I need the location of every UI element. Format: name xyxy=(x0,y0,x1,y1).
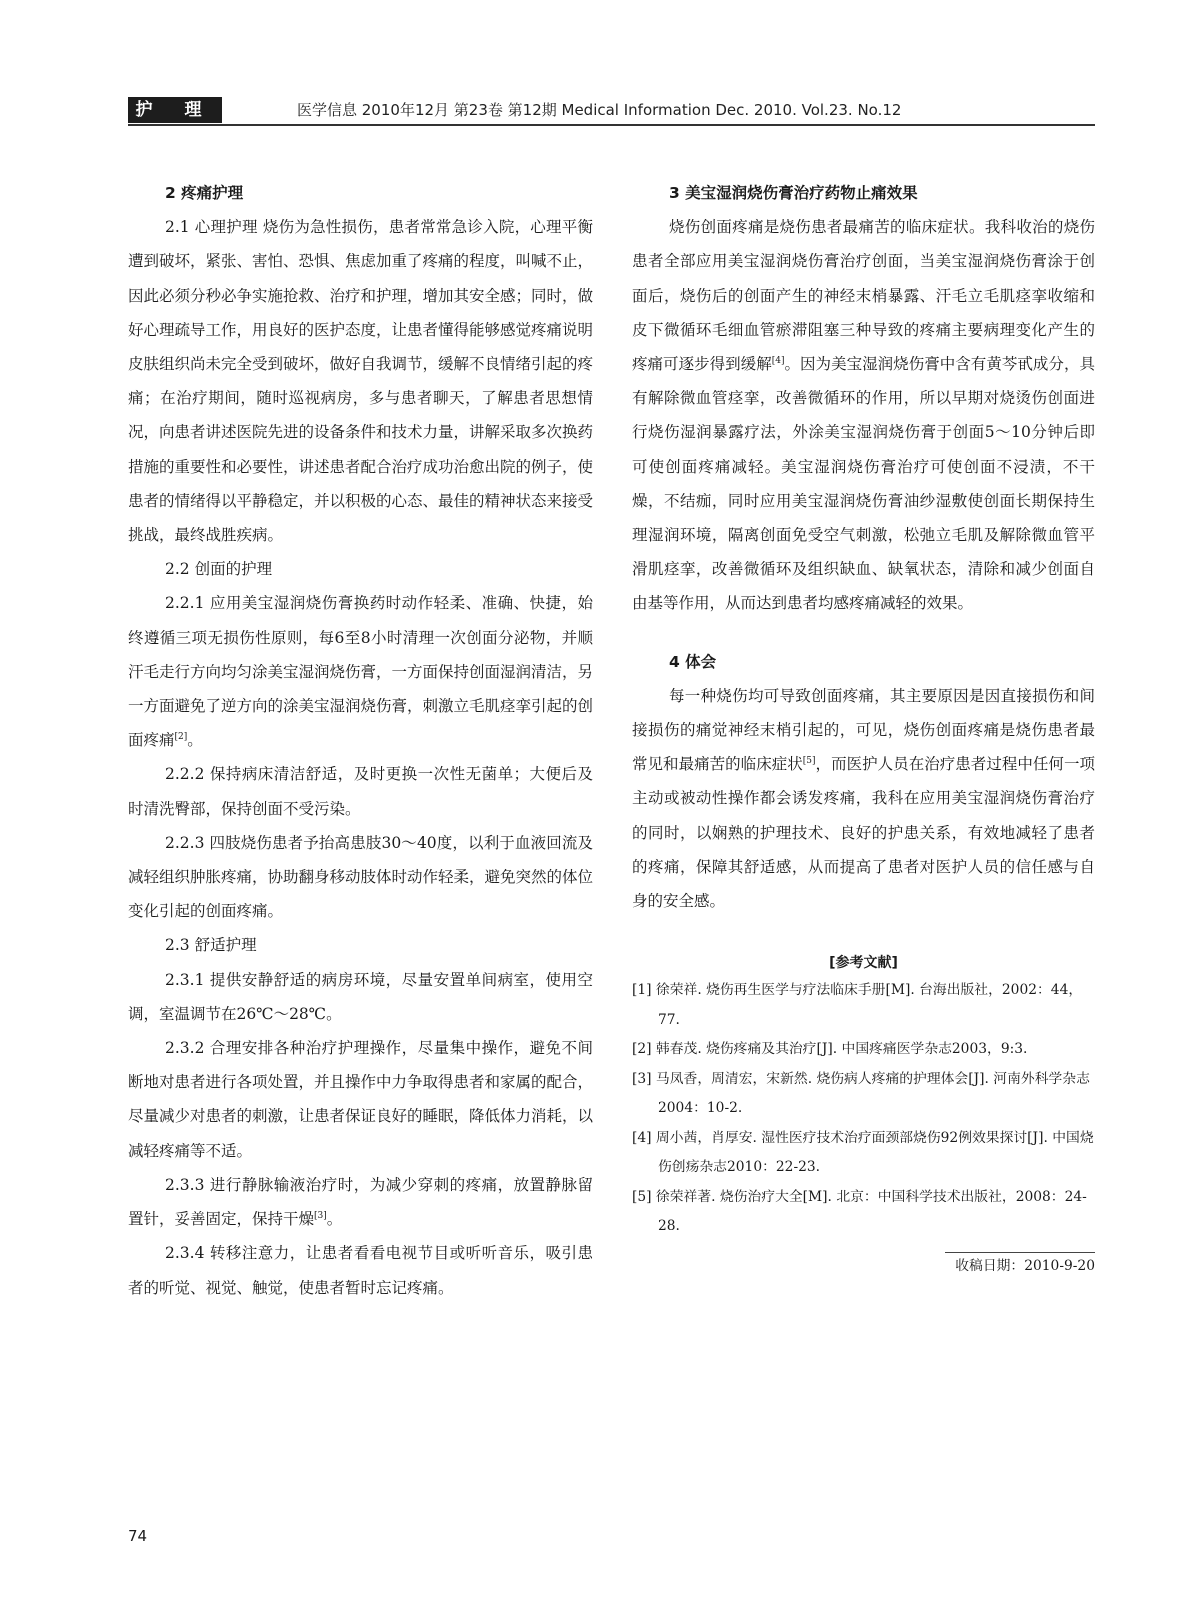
paragraph-3: 烧伤创面疼痛是烧伤患者最痛苦的临床症状。我科收治的烧伤患者全部应用美宝湿润烧伤膏治疗创面，当美宝湿润烧伤膏涂于创面后，烧伤后的创面产生的神经末梢暴露、汗毛立毛肌痉挛收缩和皮下微循环毛细血管瘀滞阻塞三种导致的疼痛主要病理变化产生的疼痛可逐步得到缓解[4]。因为美宝湿润烧伤膏中含有黄芩甙成分，具有解除微血管痉挛，改善微循环的作用，所以早期对烧烫伤创面进行烧伤湿润暴露疗法，外涂美宝湿润烧伤膏于创面5～10分钟后即可使创面疼痛减轻。美宝湿润烧伤膏治疗可使创面不浸渍，不干燥，不结痂，同时应用美宝湿润烧伤膏油纱湿敷使创面长期保持生理湿润环境，隔离创面免受空气刺激，松弛立毛肌及解除微血管平滑肌痉挛，改善微循环及组织缺血、缺氧状态，清除和减少创面自由基等作用，从而达到患者均感疼痛减轻的效果。 xyxy=(632,218,1095,613)
paragraph-2-1: 2.1 心理护理 烧伤为急性损伤，患者常常急诊入院，心理平衡遭到破坏，紧张、害怕、恐惧、焦虑加重了疼痛的程度，叫喊不止，因此必须分秒必争实施抢救、治疗和护理，增加其安全感；同时，做好心理疏导工作，用良好的医护态度，让患者懂得能够感觉疼痛说明皮肤组织尚未完全受到破坏，做好自我调节，缓解不良情绪引起的疼痛；在治疗期间，随时巡视病房，多与患者聊天，了解患者思想情况，向患者讲述医院先进的设备条件和技术力量，讲解采取多次换药措施的重要性和必要性，讲述患者配合治疗成功治愈出院的例子，使患者的情绪得以平静稳定，并以积极的心态、最佳的精神状态来接受挑战，最终战胜疾病。 xyxy=(128,218,594,545)
reference-item: [2] 韩春茂. 烧伤疼痛及其治疗[J]. 中国疼痛医学杂志2003，9:3. xyxy=(632,1041,1028,1058)
left-column xyxy=(128,176,593,1305)
right-column xyxy=(632,176,1095,1279)
section-heading-2: 2 疼痛护理 xyxy=(165,184,244,202)
paragraph-2-3-2: 2.3.2 合理安排各种治疗护理操作，尽量集中操作，避免不间断地对患者进行各项处置，并且操作中力争取得患者和家属的配合，尽量减少对患者的刺激，让患者保证良好的睡眠，降低体力消耗，以减轻疼痛等不适。 xyxy=(128,1039,594,1160)
section-gap xyxy=(632,918,1095,942)
citation-4: [4] xyxy=(771,355,785,366)
reference-item: [3] 马凤香，周清宏，宋新然. 烧伤病人疼痛的护理体会[J]. 河南外科学杂志2004：10-2. xyxy=(632,1070,1090,1117)
page-number: 74 xyxy=(128,1527,148,1545)
references-title: [参考文献] xyxy=(829,955,898,972)
paragraph-2-2-3: 2.2.3 四肢烧伤患者予抬高患肢30～40度，以利于血液回流及减轻组织肿胀疼痛，协助翻身移动肢体时动作轻柔，避免突然的体位变化引起的创面疼痛。 xyxy=(128,833,594,921)
citation-2: [2] xyxy=(174,732,188,743)
reference-item: [5] 徐荣祥著. 烧伤治疗大全[M]. 北京：中国科学技术出版社，2008：24-28. xyxy=(632,1188,1087,1235)
paragraph-2-3-3: 2.3.3 进行静脉输液治疗时，为减少穿刺的疼痛，放置静脉留置针，妥善固定，保持干燥[3]。 xyxy=(128,1175,593,1229)
reference-item: [1] 徐荣祥. 烧伤再生医学与疗法临床手册[M]. 台海出版社，2002：44，77. xyxy=(632,982,1083,1028)
reference-item: [4] 周小茜，肖厚安. 湿性医疗技术治疗面颈部烧伤92例效果探讨[J]. 中国烧伤创疡杂志2010：22-23. xyxy=(632,1129,1094,1176)
citation-3: [3] xyxy=(314,1210,327,1221)
citation-5: [5] xyxy=(802,756,816,767)
paragraph-2-3-4: 2.3.4 转移注意力，让患者看看电视节目或听听音乐，吸引患者的听觉、视觉、触觉，使患者暂时忘记疼痛。 xyxy=(128,1244,593,1297)
paragraph-4: 每一种烧伤均可导致创面疼痛，其主要原因是因直接损伤和间接损伤的痛觉神经末梢引起的，可见，烧伤创面疼痛是烧伤患者最常见和最痛苦的临床症状[5]，而医护人员在治疗患者过程中任何一项主动或被动性操作都会诱发疼痛，我科在应用美宝湿润烧伤膏治疗的同时，以娴熟的护理技术、良好的护患关系，有效地减轻了患者的疼痛，保障其舒适感，从而提高了患者对医护人员的信任感与自身的安全感。 xyxy=(632,686,1095,911)
header-divider xyxy=(128,124,1095,126)
paragraph-2-3-1: 2.3.1 提供安静舒适的病房环境，尽量安置单间病室，使用空调，室温调节在26℃～28℃。 xyxy=(128,970,593,1023)
paragraph-2-2-2: 2.2.2 保持病床清洁舒适，及时更换一次性无菌单；大便后及时清洗臀部，保持创面不受污染。 xyxy=(128,765,593,818)
received-date: 收稿日期：2010-9-20 xyxy=(955,1257,1095,1274)
subheading-2-3: 2.3 舒适护理 xyxy=(165,936,257,955)
section-heading-4: 4 体会 xyxy=(669,652,717,671)
paragraph-2-2-1: 2.2.1 应用美宝湿润烧伤膏换药时动作轻柔、准确、快捷，始终遵循三项无损伤性原则，每6至8小时清理一次创面分泌物，并顺汗毛走行方向均匀涂美宝湿润烧伤膏，一方面保持创面湿润清洁，另一方面避免了逆方向的涂美宝湿润烧伤膏，刺激立毛肌痉挛引起的创面疼痛[2]。 xyxy=(128,594,594,750)
journal-header: 医学信息 2010年12月 第23卷 第12期 Medical Information Dec. 2010. Vol.23. No.12 xyxy=(297,101,902,119)
section-tag: 护 理 xyxy=(128,97,222,123)
subheading-2-2: 2.2 创面的护理 xyxy=(165,560,273,579)
section-heading-3: 3 美宝湿润烧伤膏治疗药物止痛效果 xyxy=(669,184,918,202)
section-gap xyxy=(632,621,1095,645)
